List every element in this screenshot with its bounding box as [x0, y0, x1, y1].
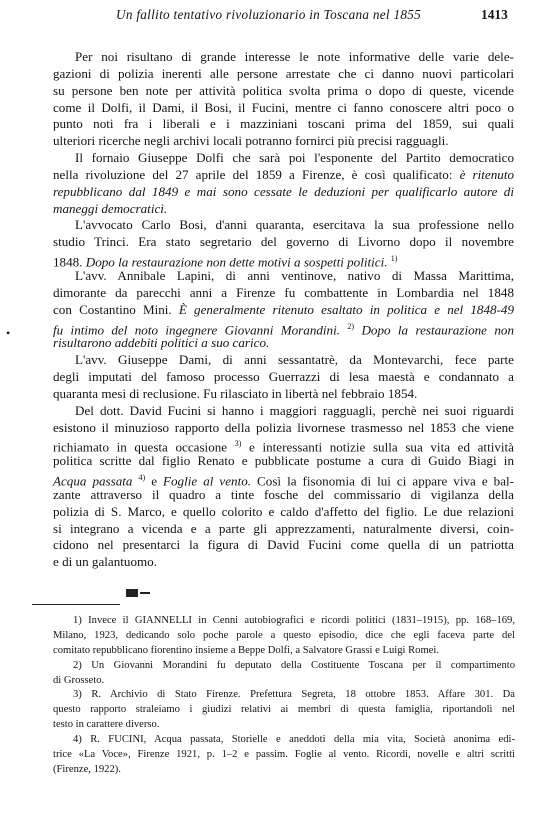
footnote-line: questo rapporto straleiamo i giudizi relativi ai membri di questa famiglia, riportandoli nel: [53, 704, 515, 716]
text-run: polizia di S. Marco, e quello colorito e caldo d'affetto del figlio. Le due relazioni: [53, 503, 514, 519]
text-line: [53, 521, 514, 538]
italic-text: Acqua passata: [53, 473, 133, 489]
text-run: e di un galantuomo.: [53, 554, 158, 570]
text-run: Così la fisonomia di lui ci appare viva e bal-: [257, 473, 514, 489]
text-run: degli imputati del famoso processo Guerrazzi di lesa maestà e condannato a: [53, 369, 514, 385]
italic-text: maneggi democratici.: [53, 200, 168, 216]
text-run: L'avv. Giuseppe Dami, di anni sessantatrè, da Montevarchi, fece parte: [75, 352, 514, 368]
text-line: [53, 487, 514, 504]
text-run: si integrano a vicenda e a parte gli apprezzamenti, naturalmente diversi, coin-: [53, 520, 514, 536]
text-line: [53, 184, 514, 201]
footnote-ref: 3): [234, 439, 242, 449]
text-run: punto noti fra i liberali e i mazziniani toscani prima del 1859, sui quali: [53, 116, 514, 132]
text-run: zante attraverso il quadro a tinte fosche del commissario di vigilanza della: [53, 486, 514, 502]
text-line: [53, 66, 514, 83]
text-line: [53, 116, 514, 133]
running-title: Un fallito tentativo rivoluzionario in Toscana nel 1855: [116, 7, 422, 22]
text-line: [53, 453, 514, 470]
text-line: [53, 167, 514, 184]
footnote-ref: 1): [390, 254, 398, 264]
text-run: nella rivoluzione del 27 aprile del 1859 a Firenze, è così qualificato:: [53, 166, 453, 182]
footnotes: [53, 614, 515, 778]
text-run: esistono il minuzioso rapporto della polizia livornese trasmesso nel 1853 che viene: [53, 419, 514, 435]
footnote-line: di Grosseto.: [53, 674, 105, 686]
text-line: [53, 83, 514, 100]
italic-text: fu intimo del noto ingegnere Giovanni Morandini.: [53, 321, 341, 337]
text-line: [53, 436, 514, 453]
text-run: L'avv. Annibale Lapini, di anni ventinove, nativo di Massa Marittima,: [75, 267, 514, 283]
footnote-line: 3) R. Archivio di Stato Firenze. Prefettura Segreta, 18 ottobre 1853. Affare 301. Da: [73, 689, 515, 701]
text-run: Per noi risultano di grande interesse le note informative delle varie dele-: [75, 49, 514, 64]
text-run: cidono nel presentarci la figura di David Fucini come quella di un patriotta: [53, 537, 514, 553]
footnote-ref: 4): [138, 473, 146, 483]
text-line: [53, 49, 514, 66]
text-line: [53, 251, 514, 268]
text-run: richiamato in questa occasione: [53, 439, 228, 455]
footnote-line: trice «La Voce», Firenze 1921, p. 1–2 e passim. Foglie al vento. Ricordi, novelle e altri scritti: [53, 749, 515, 761]
italic-text: Foglie al vento.: [163, 473, 252, 489]
text-line: [53, 100, 514, 117]
text-line: [53, 537, 514, 554]
text-line: [53, 470, 514, 487]
text-line: [53, 504, 514, 521]
text-line: [53, 403, 514, 420]
footnote-line: (Firenze, 1922).: [53, 763, 121, 775]
text-line: [53, 352, 514, 369]
text-run: quaranta mesi di reclusione. Fu rilasciato in libertà nel febbraio 1854.: [53, 385, 418, 401]
text-line: [53, 386, 514, 403]
footnote-line: Milano, 1923, dedicando solo poche parole a questo episodio, dice che egli faceva parte del: [53, 629, 515, 641]
text-line: [53, 234, 514, 251]
text-line: [53, 554, 514, 571]
italic-text: È generalmente ritenuto esaltato in politica e nel 1848-49: [178, 301, 515, 317]
footnote-line: testo in carattere diverso.: [53, 719, 160, 731]
text-run: L'avvocato Carlo Bosi, d'anni quaranta, esercitava la sua professione nello: [75, 217, 514, 233]
text-line: [53, 420, 514, 437]
page-number: 1413: [481, 7, 508, 22]
footnote-line: 2) Un Giovanni Morandini fu deputato della Costituente Toscana per il compartimento: [73, 659, 515, 671]
text-run: con Costantino Mini.: [53, 301, 172, 317]
text-run: studio Trinci. Era stato segretario del governo di Livorno dopo il novembre: [53, 234, 514, 250]
italic-text: è ritenuto: [459, 166, 515, 182]
margin-mark: •: [6, 326, 11, 340]
text-run: gazioni di polizia inerenti alle persone arrestate che ci danno nuovi particolari: [53, 65, 514, 81]
text-run: ulteriori ricerche negli archivi locali potranno fornirci più precisi ragguagli.: [53, 133, 449, 149]
text-line: [53, 285, 514, 302]
printer-ornament-icon: [124, 588, 152, 598]
text-run: Del dott. David Fucini si hanno i maggiori ragguagli, perchè nei suoi riguardi: [75, 402, 514, 418]
text-line: [53, 268, 514, 285]
text-line: [53, 133, 514, 150]
italic-text: repubblicano dal 1849 e mai sono cessate le deduzioni per qualificarlo autore di: [53, 183, 514, 199]
text-run: dimorante da parecchi anni a Firenze fu combattente in Lombardia nel 1848: [53, 284, 514, 300]
text-run: come il Dolfi, il Dami, il Bosi, il Fucini, mentre ci fanno conoscere altri poco o: [53, 99, 514, 115]
text-line: [53, 217, 514, 234]
text-line: [53, 319, 514, 336]
footnote-line: 4) R. FUCINI, Acqua passata, Storielle e aneddoti della mia vita, Società anonima edi-: [73, 734, 515, 746]
text-run: e interessanti notizie sulla sua vita ed attività: [249, 439, 514, 455]
text-run: Il fornaio Giuseppe Dolfi che sarà poi l'esponente del Partito democratico: [75, 150, 514, 166]
running-header: [0, 0, 550, 28]
footnote-rule: [32, 604, 120, 605]
text-line: [53, 302, 514, 319]
text-run: 1848.: [53, 254, 83, 270]
italic-text: Dopo la restaurazione non: [361, 321, 514, 337]
italic-text: risultarono addebiti politici a suo carico.: [53, 335, 270, 351]
text-line: [53, 201, 514, 218]
footnote-ref: 2): [347, 321, 355, 331]
footnote-line: 1) Invece il GIANNELLI in Cenni autobiografici e ricordi politici (1831–1915), pp. 168–169,: [73, 615, 515, 626]
text-run: politica scritte dal figlio Renato e pubblicate postume a cura di Guido Biagi in: [53, 453, 514, 469]
text-line: [53, 335, 514, 352]
text-line: [53, 369, 514, 386]
body-text: [53, 49, 514, 571]
text-run: su persone ben note per attività politica svolta prima o dopo di queste, vicende: [53, 82, 514, 98]
footnote-line: comitato repubblicano fiorentino insieme a Beppe Dolfi, a Salvatore Grassi e Luigi Romei.: [53, 644, 439, 656]
italic-text: Dopo la restaurazione non dette motivi a sospetti politici.: [85, 254, 388, 270]
text-line: [53, 150, 514, 167]
text-run: e: [151, 473, 157, 489]
